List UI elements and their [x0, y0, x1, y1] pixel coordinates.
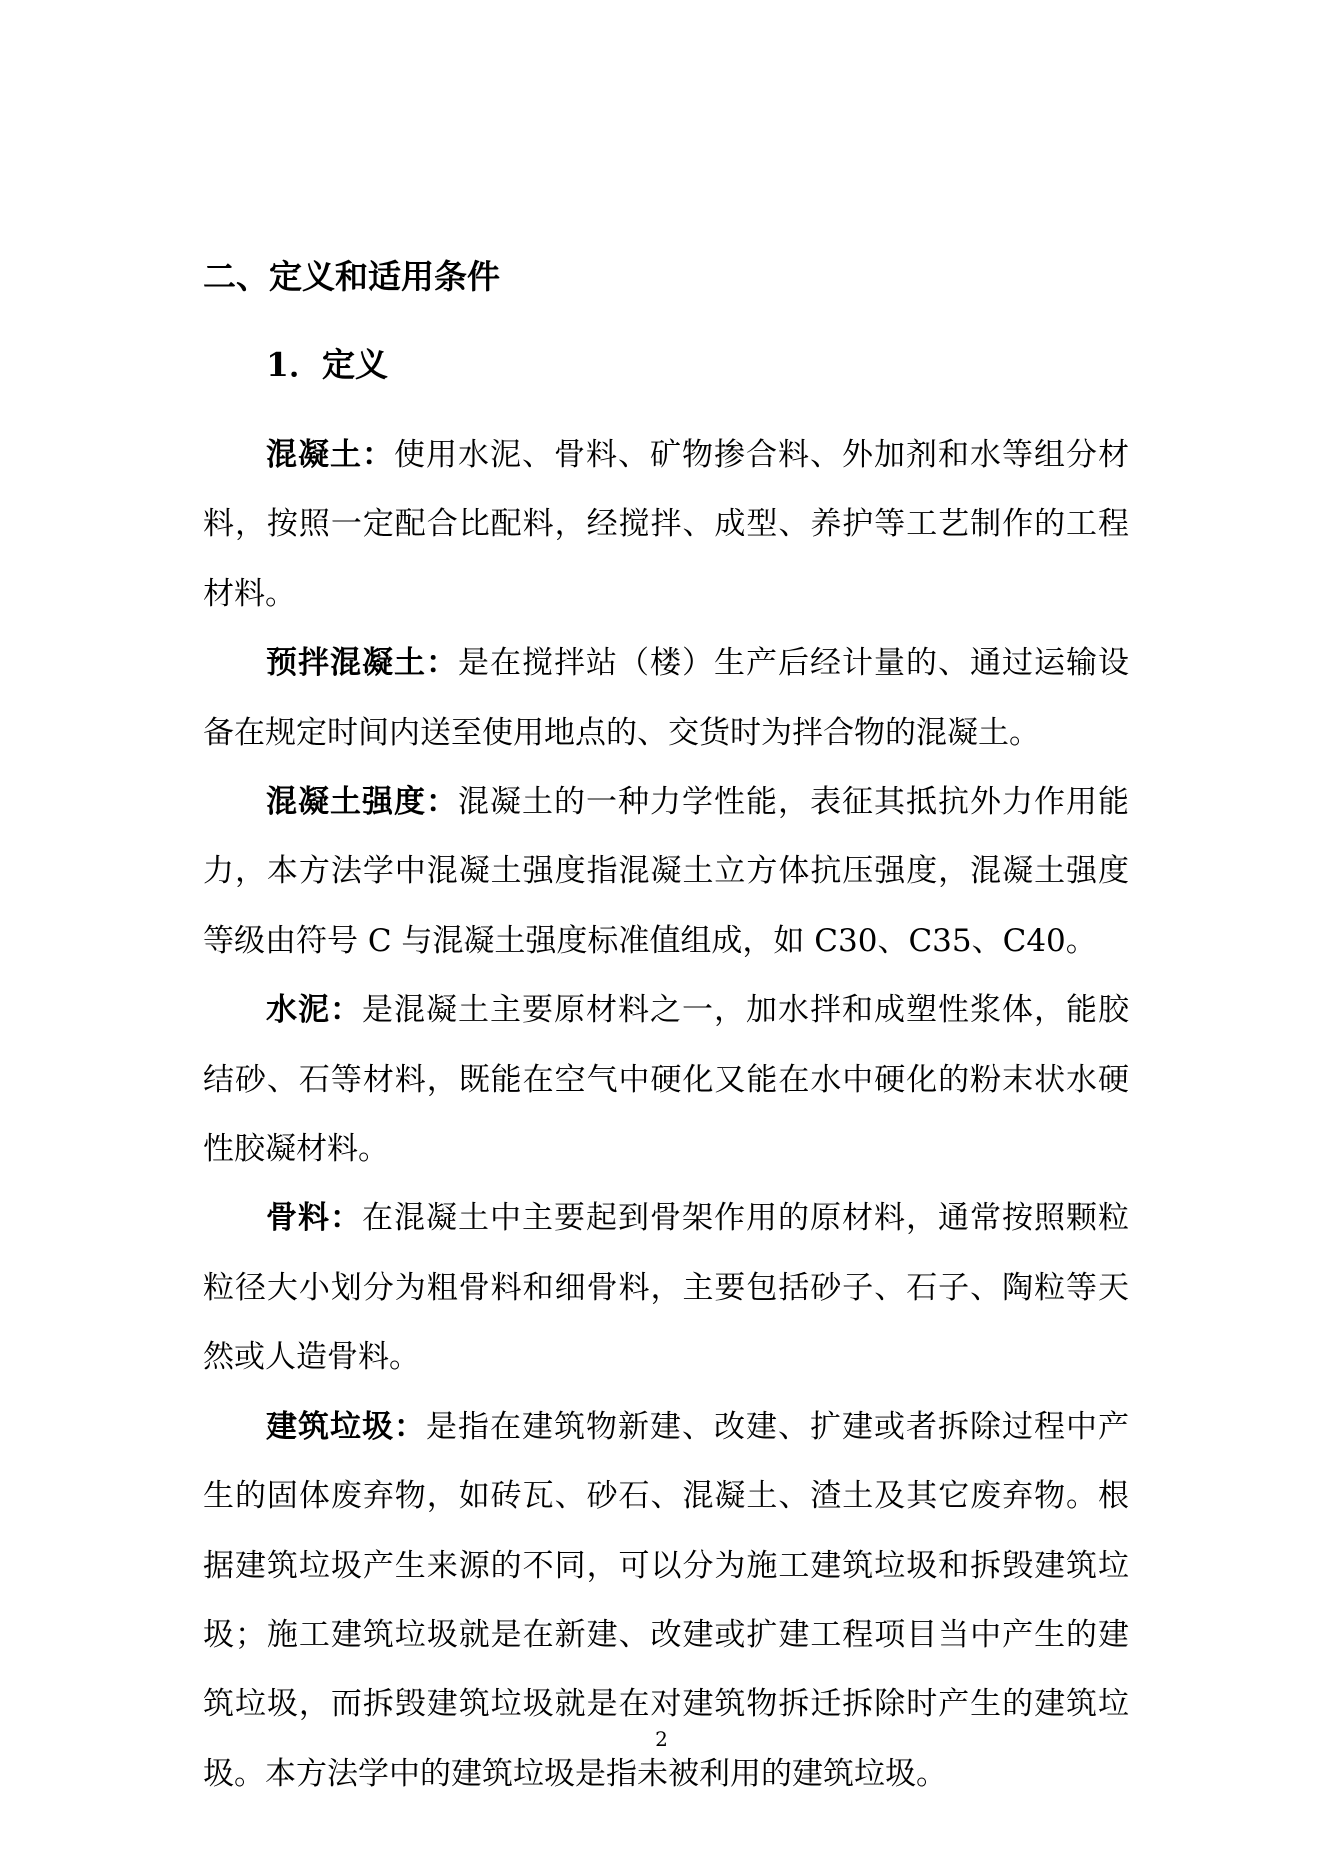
definition-text: 是混凝土主要原材料之一，加水拌和成塑性浆体，能胶结砂、石等材料，既能在空气中硬化又能在水中硬化的粉末状水硬性胶凝材料。 — [203, 992, 1129, 1168]
definition-text: 是在搅拌站（楼）生产后经计量的、通过运输设备在规定时间内送至使用地点的、交货时为拌合物的混凝土。 — [203, 645, 1129, 751]
definition-term: 骨料： — [266, 1200, 362, 1237]
definition-ready-mixed-concrete — [203, 629, 1129, 768]
definition-cement — [203, 976, 1129, 1184]
definition-text: 混凝土的一种力学性能，表征其抵抗外力作用能力，本方法学中混凝土强度指混凝土立方体抗压强度，混凝土强度等级由符号 C 与混凝土强度标准值组成，如 C30、C35、C40。 — [203, 784, 1129, 959]
definition-concrete-strength — [203, 768, 1129, 976]
definition-term: 水泥： — [266, 992, 362, 1029]
definition-text: 使用水泥、骨料、矿物掺合料、外加剂和水等组分材料，按照一定配合比配料，经搅拌、成型、养护等工艺制作的工程材料。 — [203, 437, 1129, 612]
definition-text: 是指在建筑物新建、改建、扩建或者拆除过程中产生的固体废弃物，如砖瓦、砂石、混凝土、渣土及其它废弃物。根据建筑垃圾产生来源的不同，可以分为施工建筑垃圾和拆毁建筑垃圾；施工建筑垃圾就是在新建、改建或扩建工程项目当中产生的建筑垃圾，而拆毁建筑垃圾就是在对建筑物拆迁拆除时产生的建筑垃圾。本方法学中的建筑垃圾是指未被利用的建筑垃圾。 — [203, 1408, 1129, 1792]
section-heading: 二、定义和适用条件 — [203, 257, 500, 296]
definitions-list — [203, 421, 1129, 1809]
definition-text: 在混凝土中主要起到骨架作用的原材料，通常按照颗粒粒径大小划分为粗骨料和细骨料，主要包括砂子、石子、陶粒等天然或人造骨料。 — [203, 1200, 1129, 1376]
definition-concrete — [203, 421, 1129, 629]
page-number: 2 — [655, 1727, 668, 1751]
sub-heading: 1．定义 — [266, 345, 388, 384]
definition-aggregate — [203, 1184, 1129, 1392]
definition-term: 混凝土： — [266, 437, 394, 473]
definition-term: 混凝土强度： — [266, 784, 458, 821]
definition-term: 预拌混凝土： — [266, 645, 458, 682]
definition-term: 建筑垃圾： — [266, 1408, 426, 1445]
